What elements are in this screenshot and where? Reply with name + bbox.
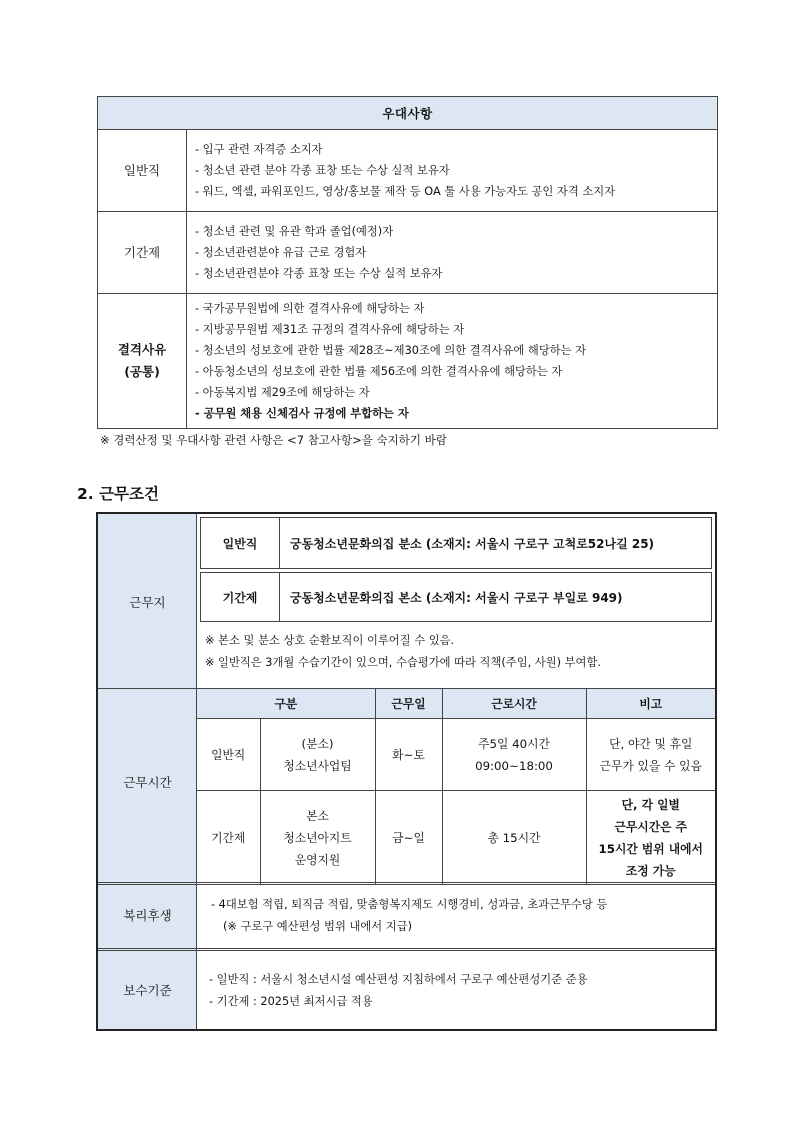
preferences-category-contract: [98, 212, 187, 294]
table-row: [197, 791, 715, 885]
hours-header-note: 비고: [586, 689, 715, 719]
hours-days: 금~일: [375, 791, 442, 885]
hours-section: [197, 688, 715, 884]
workplace-note: ※ 일반직은 3개월 수습기간이 있으며, 수습평가에 따라 직책(주임, 사원) 부여함.: [205, 656, 601, 669]
list-item: - 청소년 관련 분야 각종 표창 또는 수상 실적 보유자: [195, 164, 450, 177]
preferences-items-disqualification: [187, 294, 718, 429]
preferences-items-regular: [187, 130, 718, 212]
preferences-table: [97, 96, 718, 429]
category-label: 일반직: [123, 162, 161, 178]
benefits-line: (※ 구로구 예산편성 범위 내에서 지급): [223, 920, 413, 933]
hours-days: 화~토: [375, 719, 442, 791]
workplace-section: [197, 514, 715, 688]
hours-dept-line: (분소): [301, 736, 334, 751]
hours-note-line: 조정 가능: [625, 863, 676, 878]
hours-header-days: 근무일: [375, 689, 442, 719]
hours-time-line: 총 15시간: [487, 830, 541, 845]
hours-type: 기간제: [197, 791, 260, 885]
conditions-table: [96, 512, 717, 1031]
hours-note-line: 근무가 있을 수 있음: [599, 758, 702, 773]
workplace-address: 궁동청소년문화의집 분소 (소재지: 서울시 구로구 고척로52나길 25): [290, 536, 655, 551]
hours-header-type: 구분: [197, 689, 375, 719]
workplace-notes: [205, 630, 601, 674]
category-label: 기간제: [123, 244, 161, 260]
workplace-type: 일반직: [201, 518, 280, 568]
preferences-note: ※ 경력산정 및 우대사항 관련 사항은 <7 참고사항>을 숙지하기 바람: [100, 433, 447, 447]
preferences-category-disqualification: [98, 294, 187, 429]
hours-time-line: 09:00~18:00: [475, 758, 553, 773]
category-sublabel: (공통): [124, 364, 160, 379]
workplace-label: 근무지: [129, 595, 166, 610]
list-item: - 청소년의 성보호에 관한 법률 제28조~제30조에 의한 결격사유에 해당하는 자: [195, 344, 587, 357]
hours-note: [586, 719, 715, 791]
workplace-type: 기간제: [201, 573, 280, 621]
hours-note: [586, 791, 715, 885]
list-item: - 국가공무원법에 의한 결격사유에 해당하는 자: [195, 302, 425, 315]
hours-dept: [260, 719, 375, 791]
hours-type: 일반직: [197, 719, 260, 791]
hours-header-time: 근로시간: [442, 689, 586, 719]
benefits-section: [197, 884, 715, 950]
hours-dept-line: 본소: [306, 808, 329, 823]
benefits-line: - 4대보험 적립, 퇴직금 적립, 맞춤형복지제도 시행경비, 성과금, 초과근무수당 등: [211, 898, 608, 911]
workplace-row-contract: [200, 572, 712, 622]
hours-dept: [260, 791, 375, 885]
hours-note-line: 단, 각 일별: [621, 797, 680, 812]
list-item: - 입구 관련 자격증 소지자: [195, 143, 323, 156]
hours-label: 근무시간: [123, 775, 172, 790]
list-item: - 청소년관련분야 각종 표창 또는 수상 실적 보유자: [195, 267, 443, 280]
preferences-header: 우대사항: [98, 97, 718, 130]
list-item: - 아동복지법 제29조에 해당하는 자: [195, 386, 370, 399]
hours-time: [442, 719, 586, 791]
hours-table: [197, 688, 715, 884]
preferences-category-regular: [98, 130, 187, 212]
category-label: 결격사유: [117, 342, 167, 357]
list-item: - 공무원 채용 신체검사 규정에 부합하는 자: [195, 407, 409, 420]
pay-label: 보수기준: [123, 983, 172, 998]
table-row: [197, 719, 715, 791]
hours-dept-line: 운영지원: [294, 852, 341, 867]
pay-section: [197, 950, 715, 1033]
list-item: - 아동청소년의 성보호에 관한 법률 제56조에 의한 결격사유에 해당하는 자: [195, 365, 563, 378]
workplace-note: ※ 본소 및 분소 상호 순환보직이 이루어질 수 있음.: [205, 634, 455, 647]
workplace-row-regular: [200, 517, 712, 569]
pay-line: - 일반직 : 서울시 청소년시설 예산편성 지침하에서 구로구 예산편성기준 준용: [209, 973, 588, 986]
workplace-address: 궁동청소년문화의집 본소 (소재지: 서울시 구로구 부일로 949): [290, 590, 623, 605]
section-title: 2. 근무조건: [77, 485, 159, 503]
hours-dept-line: 청소년아지트: [283, 830, 352, 845]
list-item: - 지방공무원법 제31조 규정의 결격사유에 해당하는 자: [195, 323, 465, 336]
hours-note-line: 단, 야간 및 휴일: [609, 736, 693, 751]
benefits-label: 복리후생: [123, 908, 172, 923]
list-item: - 워드, 엑셀, 파워포인드, 영상/홍보물 제작 등 OA 툴 사용 가능자도 공인 자격 소지자: [195, 185, 616, 198]
hours-time-line: 주5일 40시간: [478, 736, 550, 751]
hours-time: [442, 791, 586, 885]
hours-note-line: 근무시간은 주: [614, 819, 687, 834]
conditions-label-column: [98, 514, 197, 1029]
hours-dept-line: 청소년사업팀: [283, 758, 352, 773]
list-item: - 청소년관련분야 유급 근로 경험자: [195, 246, 367, 259]
hours-note-line: 15시간 범위 내에서: [598, 841, 703, 856]
list-item: - 청소년 관련 및 유관 학과 졸업(예정)자: [195, 225, 394, 238]
pay-line: - 기간제 : 2025년 최저시급 적용: [209, 995, 373, 1008]
preferences-items-contract: [187, 212, 718, 294]
